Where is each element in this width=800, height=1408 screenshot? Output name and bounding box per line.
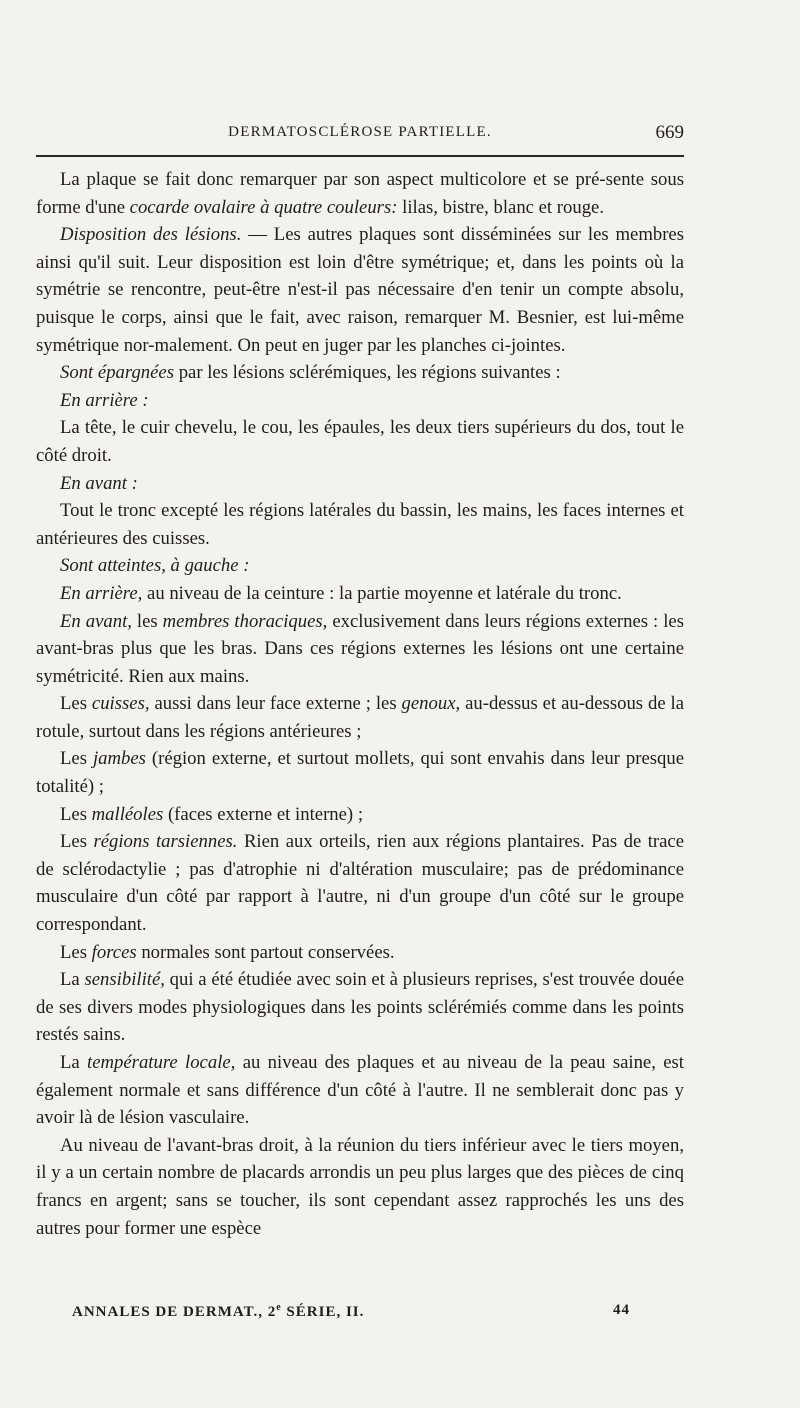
text-run: — Les autres plaques sont disséminées sur les membres ainsi qu'il suit. Leur disposition est loin d'être symétrique; et, dans les points où la symétrie se rencontre, peut-être n'est-il pas nécessaire d'en tenir un compte absolu, puisque le corps, ainsi que le fait, avec raison, remarquer M. Besnier, est lui-même symétrique nor-malement. On peut en juger par les planches ci-jointes.: [36, 224, 684, 356]
text-run: (région externe, et surtout mollets, qui sont envahis dans leur presque totalité) ;: [36, 748, 684, 798]
paragraph: [36, 166, 684, 221]
paragraph: [36, 387, 684, 415]
italic-phrase: jambes: [92, 748, 146, 770]
paragraph: [36, 966, 684, 1049]
text-run: La: [60, 1052, 88, 1073]
page-header: [36, 124, 684, 148]
italic-phrase: cuisses,: [91, 693, 150, 715]
paragraph: [36, 497, 684, 552]
text-run: normales sont partout conservées.: [136, 941, 395, 963]
text-run: Les: [60, 941, 92, 963]
text-run: exclusivement dans leurs régions externes : les avant-bras plus que les bras. Dans ces régions externes les lésions ont une certaine symétricité. Rien aux mains.: [36, 610, 684, 687]
text-run: (faces externe et interne) ;: [163, 803, 364, 825]
paragraph: [36, 470, 684, 498]
paragraph: [36, 580, 684, 608]
italic-phrase: En arrière :: [60, 389, 149, 411]
paragraph: [36, 221, 684, 359]
italic-phrase: sensibilité,: [84, 969, 165, 991]
journal-signature: [72, 1302, 364, 1321]
italic-phrase: Sont épargnées: [60, 362, 175, 384]
italic-phrase: malléoles: [91, 803, 164, 825]
paragraph: [36, 359, 684, 387]
paragraph: [36, 690, 684, 745]
paragraph: [36, 1049, 684, 1132]
journal-series: SÉRIE, II.: [281, 1304, 365, 1320]
text-run: Rien aux orteils, rien aux régions plantaires. Pas de trace de sclérodactylie ; pas d'atrophie ni d'altération musculaire; pas de prédominance musculaire d'un côté par rapport à l'autre, ni d'un groupe d'un côté sur le groupe correspondant.: [36, 831, 685, 936]
italic-phrase: genoux,: [401, 693, 461, 715]
paragraph: [36, 414, 684, 469]
journal-name: ANNALES DE DERMAT., 2: [72, 1304, 277, 1320]
text-run: La plaque se fait donc remarquer par son aspect multicolore et se pré-sente sous forme d'une: [36, 169, 684, 218]
text-run: Tout le tronc excepté les régions latérales du bassin, les mains, les faces internes et antérieures des cuisses.: [36, 500, 684, 549]
text-run: par les lésions sclérémiques, les régions suivantes :: [174, 362, 561, 384]
text-run: La: [60, 969, 85, 991]
paragraph: [36, 801, 684, 829]
sheet-signature: 44: [613, 1302, 630, 1318]
paragraph: [36, 1132, 684, 1242]
paragraph: [36, 552, 684, 580]
text-run: au niveau de la ceinture : la partie moyenne et latérale du tronc.: [142, 582, 622, 604]
italic-phrase: En arrière,: [60, 582, 143, 604]
text-run: aussi dans leur face externe ; les: [149, 693, 402, 715]
header-rule: [36, 155, 684, 157]
italic-phrase: Disposition des lésions.: [60, 224, 242, 246]
journal-series-sup: e: [276, 1302, 282, 1313]
text-run: Les: [60, 693, 92, 715]
text-run: lilas, bistre, blanc et rouge.: [397, 196, 605, 218]
text-run: Les: [60, 803, 92, 825]
paragraph: [36, 745, 684, 800]
page-footer: [72, 1302, 684, 1326]
italic-phrase: forces: [91, 941, 137, 963]
page-number: 669: [655, 122, 684, 143]
text-run: Les: [60, 831, 94, 853]
running-title: DERMATOSCLÉROSE PARTIELLE.: [228, 124, 492, 140]
italic-phrase: membres thoraciques,: [162, 610, 328, 632]
italic-phrase: cocarde ovalaire à quatre couleurs:: [129, 196, 398, 218]
italic-phrase: En avant,: [60, 610, 132, 632]
italic-phrase: température locale,: [87, 1052, 236, 1073]
text-run: qui a été étudiée avec soin et à plusieurs reprises, s'est trouvée douée de ses divers modes physiologiques dans les points sclérémiés comme dans les points restés sains.: [36, 969, 685, 1046]
paragraph: [36, 939, 684, 967]
text-run: les: [131, 610, 163, 632]
italic-phrase: En avant :: [60, 472, 138, 494]
text-run: Les: [60, 748, 93, 770]
paragraph: [36, 608, 684, 691]
italic-phrase: Sont atteintes, à gauche :: [60, 555, 250, 577]
body-text: [36, 166, 684, 1242]
paragraph: [36, 828, 684, 938]
text-run: au niveau des plaques et au niveau de la peau saine, est également normale et sans différence d'un côté à l'autre. Il ne semblerait donc pas y avoir là de lésion vasculaire.: [36, 1052, 684, 1129]
text-run: Au niveau de l'avant-bras droit, à la réunion du tiers inférieur avec le tiers moyen, il y a un certain nombre de placards arrondis un peu plus larges que des pièces de cinq francs en argent; sans se toucher, ils sont cependant assez rapprochés les uns des autres pour former une espèce: [36, 1134, 684, 1239]
text-run: La tête, le cuir chevelu, le cou, les épaules, les deux tiers supérieurs du dos, tout le côté droit.: [36, 417, 684, 466]
text-run: au-dessus et au-dessous de la rotule, surtout dans les régions antérieures ;: [36, 693, 685, 742]
italic-phrase: régions tarsiennes.: [93, 831, 238, 853]
